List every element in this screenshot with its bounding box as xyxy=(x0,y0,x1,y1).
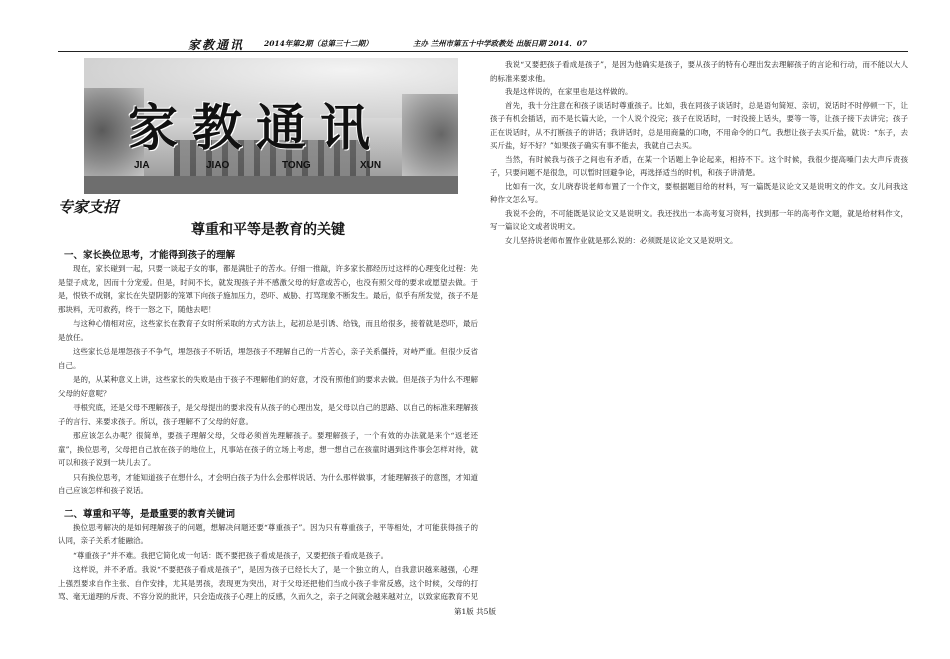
banner-pinyin-jiao: JIAO xyxy=(206,160,230,171)
paragraph: 只有换位思考，才能知道孩子在想什么，才会明白孩子为什么会那样说话、为什么那样做事，才能理解孩子的意图，才知道自己应该怎样和孩子说话。 xyxy=(58,472,478,495)
paragraph: 寻根究底，还是父母不理解孩子，是父母提出的要求没有从孩子的心理出发，是父母以自己的思路、以自己的标准来理解孩子的言行、来要求孩子。所以，孩子理解不了父母的好意。 xyxy=(58,403,478,426)
paragraph: 现在，家长碰到一起，只要一谈起子女的事，都是满肚子的苦水。仔细一推敲，许多家长都经历过这样的心理变化过程：先是望子成龙，因而十分宠爱。但是，时间不长，就发现孩子并不感激父母的好意或苦心，也没有照父母的要求或愿望去做。于是，恨铁不成钢，家长在失望阴影的笼罩下向孩子施加压力，恐吓、威胁、打骂现象不断发生。最后，似乎有所发觉，孩子不是那块料，无可救药，终于一怒之下，随他去吧！ xyxy=(58,264,478,314)
paragraph: 女儿坚持说老师布置作业就是那么说的：必须既是议论文又是说明文。 xyxy=(505,235,738,245)
page-number: 第1版 共5版 xyxy=(454,607,496,616)
paragraph: 与这种心情相对应，这些家长在教育子女时所采取的方式方法上，起初总是引诱、给钱，而且给很多，接着就是恐吓，最后是放任。 xyxy=(58,319,478,342)
header-host: 主办 兰州市第五十中学政教处 出版日期 2014．07 xyxy=(413,39,588,48)
paragraph: 我说“又要把孩子看成是孩子”，是因为他确实是孩子，要从孩子的特有心理出发去理解孩子的言论和行动，而不能以大人的标准来要求他。 xyxy=(490,60,908,83)
paragraph: 比如有一次，女儿晓春说老师布置了一个作文，要根据题目给的材料，写一篇既是议论文又是说明文的作文。女儿问我这种作文怎么写。 xyxy=(490,181,908,204)
banner-pinyin-tong: TONG xyxy=(282,160,311,171)
paragraph: 我是这样说的，在家里也是这样做的。 xyxy=(505,87,633,96)
paragraph: “尊重孩子”并不难。我把它简化成一句话：既不要把孩子看成是孩子，又要把孩子看成是孩子。 xyxy=(73,550,389,560)
paragraph: 换位思考解决的是如何理解孩子的问题，想解决问题还要“尊重孩子”。因为只有尊重孩子，平等相处，才可能获得孩子的认同，亲子关系才能融洽。 xyxy=(58,522,478,545)
header-issue: 2014年第2期（总第三十二期） xyxy=(264,39,373,48)
paragraph: 是的，从某种意义上讲，这些家长的失败是由于孩子不理解他们的好意，才没有照他们的要求去做。但是孩子为什么不理解父母的好意呢？ xyxy=(58,375,478,398)
paragraph: 首先，我十分注意在和孩子谈话时尊重孩子。比如，我在同孩子谈话时，总是语句简短、亲切，说话时不时停顿一下，让孩子有机会插话，而不是长篇大论，一个人说个没完；孩子在说话时，一时没接上话头，要等一等，让孩子接下去讲完；孩子正在说话时，从不打断孩子的讲话；我讲话时，总是用商量的口吻，不用命令的口气。我想让孩子去买斤盐，就说：“东子，去买斤盐，好不好？”如果孩子确实有事不能去，我就自己去买。 xyxy=(490,100,908,150)
banner-pinyin-xun: XUN xyxy=(360,160,382,171)
section-heading: 一、家长换位思考，才能得到孩子的理解 xyxy=(64,250,236,261)
paragraph: 我说不会的，不可能既是议论文又是说明文。我还找出一本高考复习资料，找到那一年的高考作文题，就是给材料作文，写一篇议论文或者说明文。 xyxy=(490,208,908,231)
header-title: 家教通讯 xyxy=(188,38,245,52)
section-heading: 二、尊重和平等，是最重要的教育关键词 xyxy=(64,508,236,520)
left-column xyxy=(58,58,478,603)
column-label: 专家支招 xyxy=(58,198,119,216)
banner-pinyin-jia: JIA xyxy=(134,160,150,171)
masthead-banner xyxy=(84,58,458,194)
article-title: 尊重和平等是教育的关键 xyxy=(191,222,345,238)
paragraph-continued: 这样说，并不矛盾。我说“不要把孩子看成是孩子”，是因为孩子已经长大了，是一个独立的人，自我意识越来越强，心理上强烈要求自作主张、自作安排，尤其是男孩，表现更为突出，对于父母还把他们当成小孩子非常反感，这个时候，父母的打骂、毫无道理的斥责、不容分说的批评，只会造成孩子心理上的反感，久而久之，亲子之间就会越来越对立，以致家庭教育不见 xyxy=(58,565,478,601)
paragraph: 当然，有时候我与孩子之间也有矛盾，在某一个话题上争论起来，相持不下。这个时候，我很少提高嗓门去大声斥责孩子，只要问题不是很急，可以暂时回避争论，再选择适当的时机，和孩子讲清楚。 xyxy=(490,154,908,177)
banner-title: 家教通讯 xyxy=(128,98,384,157)
right-column xyxy=(490,58,908,247)
page-header xyxy=(58,38,908,52)
paragraph: 这些家长总是埋怨孩子不争气，埋怨孩子不听话，埋怨孩子不理解自己的一片苦心，亲子关系僵持，对峙严重。但很少反省自己。 xyxy=(58,347,478,370)
paragraph: 那应该怎么办呢？很简单，要孩子理解父母，父母必须首先理解孩子。要理解孩子，一个有效的办法就是来个“返老还童”，换位思考，父母把自己放在孩子的地位上，凡事站在孩子的立场上考虑，想一想自己在孩童时遇到这件事会怎样对待，就可以和孩子说到一块儿去了。 xyxy=(58,431,478,467)
banner-ground xyxy=(84,176,458,194)
